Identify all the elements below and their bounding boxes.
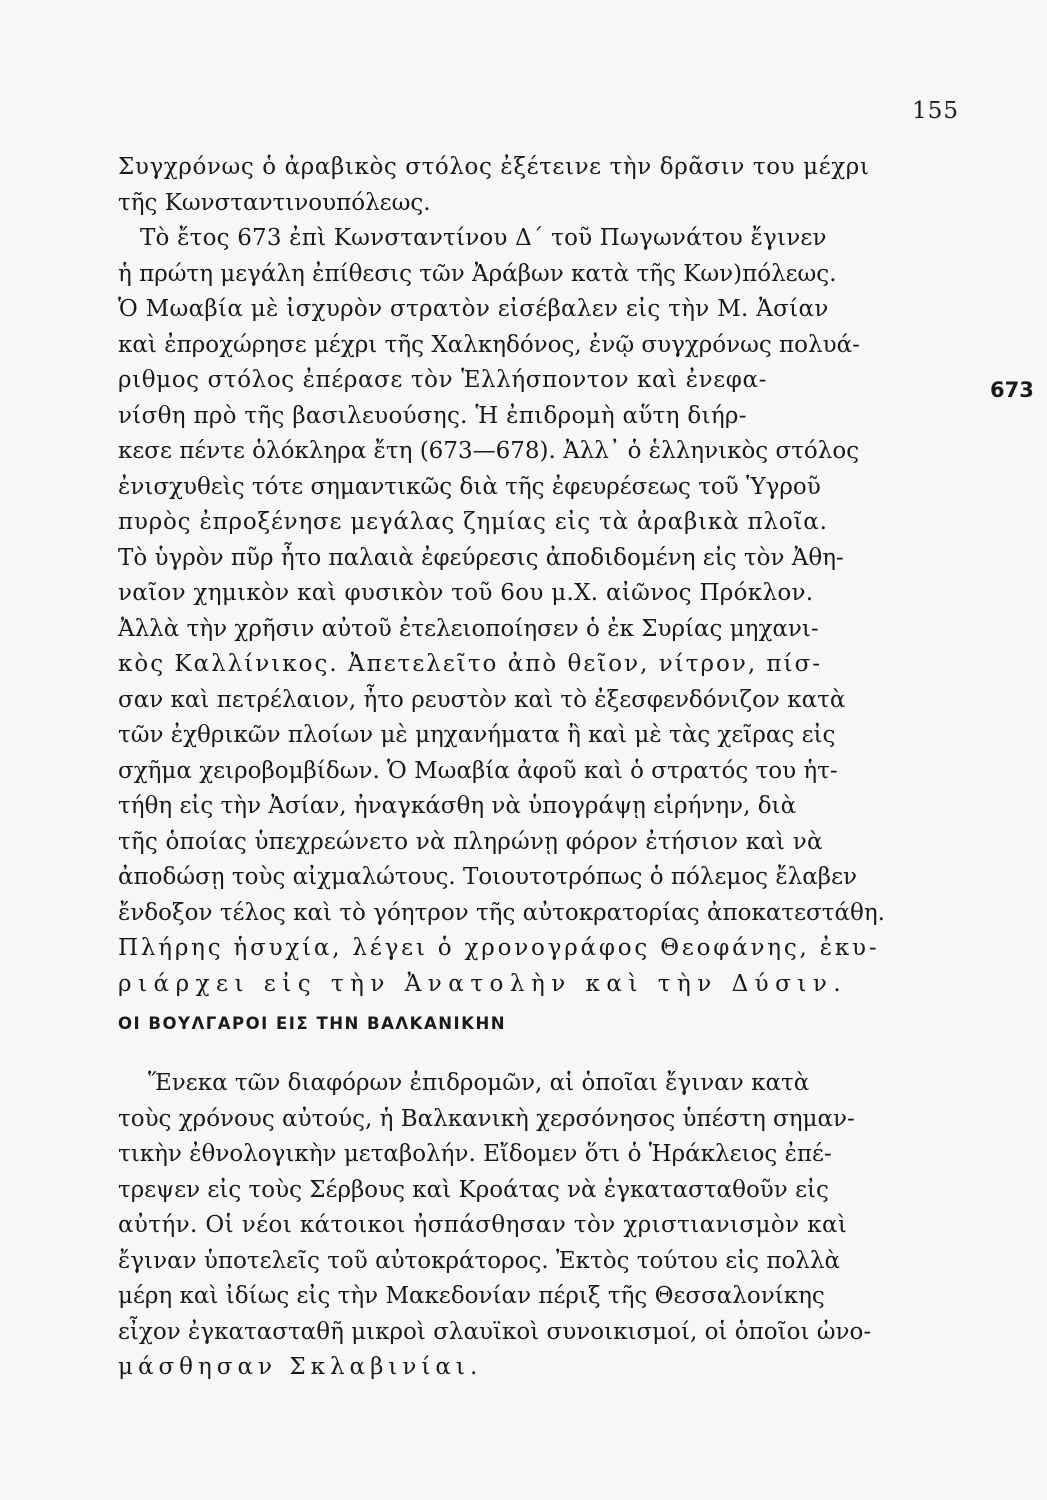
text-line: αὐτήν. Οἱ νέοι κάτοικοι ἠσπάσθησαν τὸν χριστιανισμὸν καὶ: [118, 1212, 848, 1238]
text-line: Συγχρόνως ὁ ἀραβικὸς στόλος ἐξέτεινε τὴν δρᾶσιν του μέχρι: [118, 154, 870, 180]
text-line: τῶν ἐχθρικῶν πλοίων μὲ μηχανήματα ἢ καὶ μὲ τὰς χεῖρας εἰς: [118, 722, 836, 748]
text-line: τῆς Κωνσταντινουπόλεως.: [118, 189, 431, 216]
margin-year-note: 673: [990, 378, 1034, 402]
text-line: ἀποδώσῃ τοὺς αἰχμαλώτους. Τοιουτοτρόπως ὁ πόλεμος ἔλαβεν: [118, 864, 857, 890]
text-line: σχῆμα χειροβομβίδων. Ὁ Μωαβία ἀφοῦ καὶ ὁ στρατός του ἡτ-: [118, 757, 838, 784]
section-text-block: [118, 1066, 970, 1386]
page-number: 155: [912, 98, 959, 124]
section-heading: ΟΙ ΒΟΥΛΓΑΡΟΙ ΕΙΣ ΤΗΝ ΒΑΛΚΑΝΙΚΗΝ: [118, 1014, 507, 1033]
text-line: Ἀλλὰ τὴν χρῆσιν αὐτοῦ ἐτελειοποίησεν ὁ ἐκ Συρίας μηχανι-: [118, 615, 819, 642]
text-line: ριθμος στόλος ἐπέρασε τὸν Ἑλλήσποντον καὶ ἐνεφα-: [118, 367, 767, 393]
text-line: ἔγιναν ὑποτελεῖς τοῦ αὐτοκράτορος. Ἐκτὸς τούτου εἰς πολλὰ: [118, 1247, 840, 1274]
text-line: τικὴν ἐθνολογικὴν μεταβολήν. Εἴδομεν ὅτι ὁ Ἡράκλειος ἐπέ-: [118, 1141, 832, 1167]
text-line: μάσθησαν Σκλαβινίαι.: [118, 1354, 483, 1380]
text-line: πυρὸς ἐπροξένησε μεγάλας ζημίας εἰς τὰ ἀραβικὰ πλοῖα.: [118, 509, 828, 535]
text-line: ἐνισχυθεὶς τότε σημαντικῶς διὰ τῆς ἐφευρέσεως τοῦ Ὑγροῦ: [118, 473, 821, 500]
text-line: Πλήρης ἡσυχία, λέγει ὁ χρονογράφος Θεοφάνης, ἐκυ-: [118, 935, 880, 961]
text-line: ριάρχει εἰς τὴν Ἀνατολὴν καὶ τὴν Δύσιν.: [118, 970, 848, 997]
text-line: κεσε πέντε ὁλόκληρα ἔτη (673—678). Ἀλλ᾽ ὁ ἑλληνικὸς στόλος: [118, 438, 860, 464]
text-line: τήθη εἰς τὴν Ἀσίαν, ἠναγκάσθη νὰ ὑπογράψῃ εἰρήνην, διὰ: [118, 793, 797, 819]
text-line: νίσθη πρὸ τῆς βασιλευούσης. Ἡ ἐπιδρομὴ αὕτη διήρ-: [118, 402, 747, 429]
text-line: ναῖον χημικὸν καὶ φυσικὸν τοῦ 6ου μ.Χ. αἰῶνος Πρόκλον.: [118, 580, 814, 606]
text-line: τοὺς χρόνους αὐτούς, ἡ Βαλκανικὴ χερσόνησος ὑπέστη σημαν-: [118, 1105, 855, 1132]
text-line: τῆς ὁποίας ὑπεχρεώνετο νὰ πληρώνῃ φόρον ἐτήσιον καὶ νὰ: [118, 828, 823, 855]
text-line: Τὸ ὑγρὸν πῦρ ἦτο παλαιὰ ἐφεύρεσις ἀποδιδομένη εἰς τὸν Ἀθη-: [118, 544, 844, 571]
main-text-block: [118, 150, 970, 1002]
text-line: καὶ ἐπροχώρησε μέχρι τῆς Χαλκηδόνος, ἐνῷ συγχρόνως πολυά-: [118, 331, 860, 358]
text-line: σαν καὶ πετρέλαιον, ἦτο ρευστὸν καὶ τὸ ἐξεσφενδόνιζον κατὰ: [118, 686, 846, 713]
text-line: κὸς Καλλίνικος. Ἀπετελεῖτο ἀπὸ θεῖον, νίτρον, πίσ-: [118, 651, 823, 677]
text-line: Τὸ ἔτος 673 ἐπὶ Κωνσταντίνου Δ΄ τοῦ Πωγωνάτου ἔγινεν: [140, 225, 827, 251]
text-line: ἡ πρώτη μεγάλη ἐπίθεσις τῶν Ἀράβων κατὰ τῆς Κων)πόλεως.: [118, 260, 837, 287]
text-line: Ἕνεκα τῶν διαφόρων ἐπιδρομῶν, αἱ ὁποῖαι ἔγιναν κατὰ: [148, 1070, 810, 1096]
text-line: ἔνδοξον τέλος καὶ τὸ γόητρον τῆς αὐτοκρατορίας ἀποκατεστάθη.: [118, 899, 885, 926]
text-line: μέρη καὶ ἰδίως εἰς τὴν Μακεδονίαν πέριξ τῆς Θεσσαλονίκης: [118, 1283, 825, 1309]
text-line: τρεψεν εἰς τοὺς Σέρβους καὶ Κροάτας νὰ ἐγκατασταθοῦν εἰς: [118, 1176, 829, 1203]
text-line: Ὁ Μωαβία μὲ ἰσχυρὸν στρατὸν εἰσέβαλεν εἰς τὴν Μ. Ἀσίαν: [118, 296, 829, 322]
text-line: εἶχον ἐγκατασταθῆ μικροὶ σλαυϊκοὶ συνοικισμοί, οἱ ὁποῖοι ὠνο-: [118, 1318, 872, 1345]
